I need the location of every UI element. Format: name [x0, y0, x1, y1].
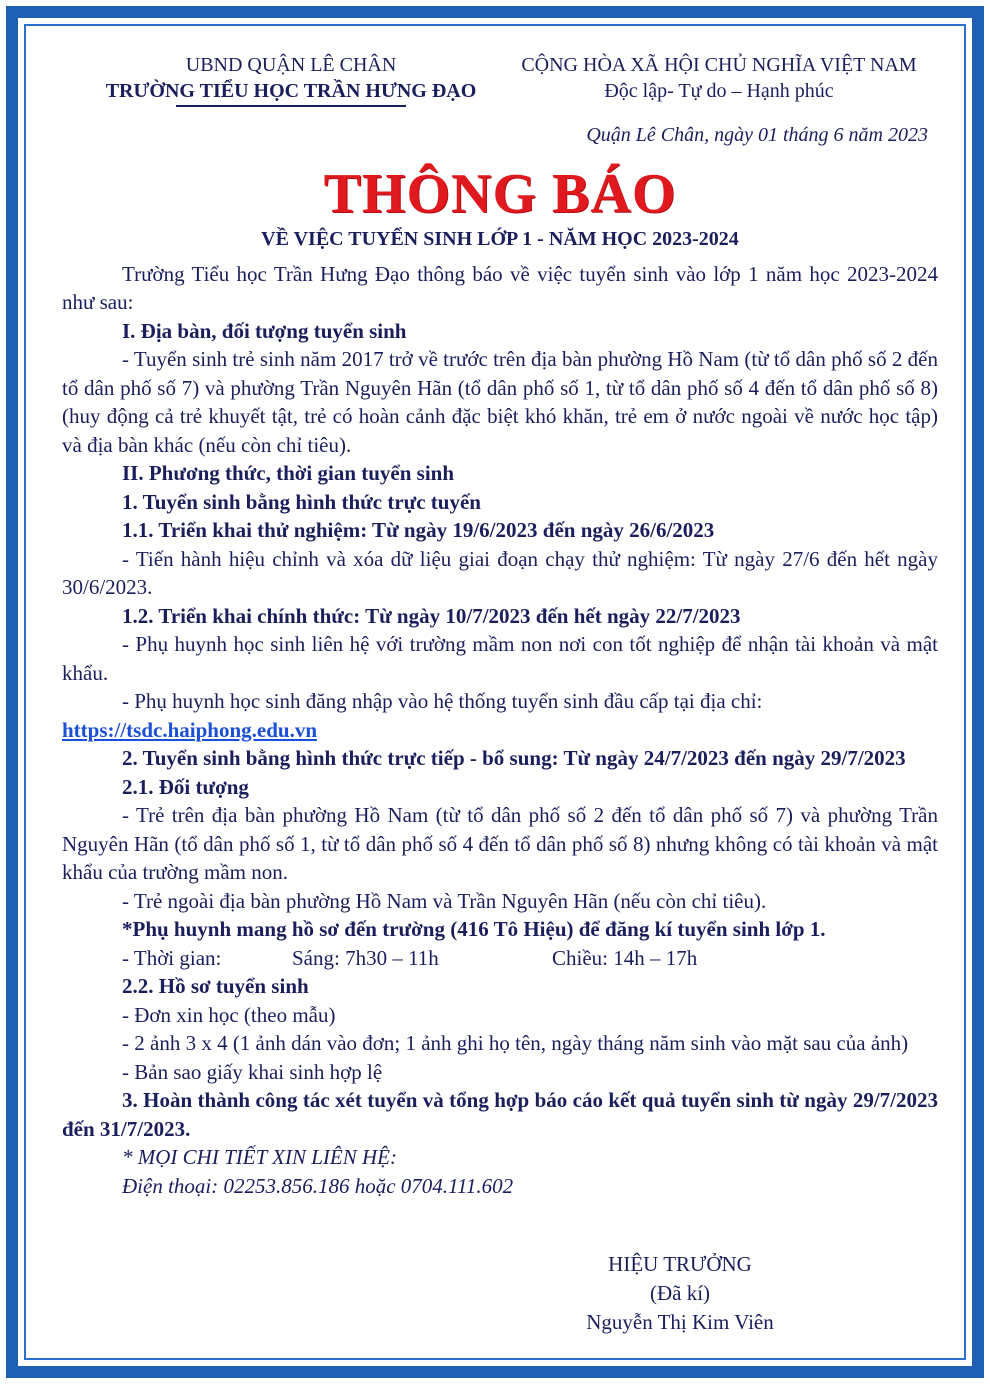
- intro-paragraph: Trường Tiểu học Trần Hưng Đạo thông báo về việc tuyển sinh vào lớp 1 năm học 2023-2024 như sau:: [62, 261, 938, 314]
- section-2-2-1-heading: 2.1. Đối tượng: [122, 774, 249, 799]
- signature-role: HIỆU TRƯỞNG: [608, 1252, 752, 1276]
- national-motto-block: [500, 52, 938, 107]
- issuer-authority: UBND QUẬN LÊ CHÂN: [185, 54, 397, 76]
- section-2-1-2-text-2: - Phụ huynh học sinh đăng nhập vào hệ thống tuyển sinh đầu cấp tại địa chỉ:: [122, 689, 763, 713]
- time-morning: Sáng: 7h30 – 11h: [292, 945, 439, 970]
- section-2-1-1-heading: 1.1. Triển khai thử nghiệm: Từ ngày 19/6/2023 đến ngày 26/6/2023: [122, 518, 715, 542]
- section-2-1-1-text: - Tiến hành hiệu chỉnh và xóa dữ liệu giai đoạn chạy thử nghiệm: Từ ngày 27/6 đến hết ngày 30/6/2023.: [62, 546, 938, 599]
- issuer-school: TRƯỜNG TIỂU HỌC TRẦN HƯNG ĐẠO: [105, 80, 477, 102]
- section-2-2-heading: 2. Tuyển sinh bằng hình thức trực tiếp - bổ sung: Từ ngày 24/7/2023 đến ngày 29/7/2023: [122, 746, 906, 770]
- issuer-underline: [176, 105, 406, 107]
- signature-block: [510, 1250, 850, 1337]
- section-3-heading: 3. Hoàn thành công tác xét tuyển và tổng hợp báo cáo kết quả tuyển sinh từ ngày 29/7/2023 đến 31/7/2023.: [62, 1088, 938, 1141]
- link-line: [62, 716, 938, 745]
- country-name: CỘNG HÒA XÃ HỘI CHỦ NGHĨA VIỆT NAM: [521, 54, 917, 76]
- document-content: [62, 52, 938, 1200]
- document-subtitle: VỀ VIỆC TUYỂN SINH LỚP 1 - NĂM HỌC 2023-2024: [261, 227, 739, 250]
- section-2-1-2-text-1: - Phụ huynh học sinh liên hệ với trường mầm non nơi con tốt nghiệp để nhận tài khoản và mật khẩu.: [62, 632, 938, 685]
- section-2-2-1-text-1: - Trẻ trên địa bàn phường Hồ Nam (từ tổ dân phố số 2 đến tổ dân phố số 7) và phường Trần Nguyên Hãn (tổ dân phố số 1, từ tổ dân phố số 4 đến tổ dân phố số 8) nhưng không có tài khoản và mật khẩu của trường mầm non.: [62, 803, 938, 884]
- section-2-1-2-heading: 1.2. Triển khai chính thức: Từ ngày 10/7/2023 đến hết ngày 22/7/2023: [122, 603, 741, 628]
- document-item-2: - 2 ảnh 3 x 4 (1 ảnh dán vào đơn; 1 ảnh ghi họ tên, ngày tháng năm sinh vào mặt sau của ảnh): [122, 1031, 909, 1055]
- signature-status: (Đã kí): [649, 1281, 711, 1305]
- time-label: - Thời gian:: [122, 945, 222, 970]
- time-afternoon: Chiều: 14h – 17h: [552, 945, 698, 970]
- document-title: THÔNG BÁO: [323, 162, 677, 225]
- issuer-block: [82, 52, 500, 107]
- section-2-2-1-note: *Phụ huynh mang hồ sơ đến trường (416 Tô Hiệu) để đăng kí tuyển sinh lớp 1.: [122, 917, 826, 941]
- registration-link[interactable]: https://tsdc.haiphong.edu.vn: [62, 717, 318, 742]
- document-item-3: - Bản sao giấy khai sinh hợp lệ: [122, 1059, 383, 1084]
- section-1-text: - Tuyển sinh trẻ sinh năm 2017 trở về trước trên địa bàn phường Hồ Nam (từ tổ dân phố số 2 đến tổ dân phố số 7) và phường Trần Nguyên Hãn (tổ dân phố số 1, từ tổ dân phố số 4 đến tổ dân phố số 8) (huy động cả trẻ khuyết tật, trẻ có hoàn cảnh đặc biệt khó khăn, trẻ em ở nước ngoài về nước học tập) và địa bàn khác (nếu còn chỉ tiêu).: [62, 347, 938, 457]
- section-1-heading: I. Địa bàn, đối tượng tuyển sinh: [122, 318, 407, 343]
- section-2-2-2-heading: 2.2. Hồ sơ tuyển sinh: [122, 974, 309, 998]
- signature-name: Nguyễn Thị Kim Viên: [586, 1310, 774, 1334]
- contact-phone: Điện thoại: 02253.856.186 hoặc 0704.111.602: [122, 1173, 514, 1198]
- document-item-1: - Đơn xin học (theo mẫu): [122, 1002, 336, 1027]
- time-row: [62, 944, 938, 973]
- section-2-2-1-text-2: - Trẻ ngoài địa bàn phường Hồ Nam và Trần Nguyên Hãn (nếu còn chỉ tiêu).: [122, 888, 767, 913]
- document-date: Quận Lê Chân, ngày 01 tháng 6 năm 2023: [586, 124, 928, 146]
- national-motto: Độc lập- Tự do – Hạnh phúc: [604, 80, 834, 102]
- section-2-heading: II. Phương thức, thời gian tuyển sinh: [122, 461, 455, 485]
- contact-heading: * MỌI CHI TIẾT XIN LIÊN HỆ:: [122, 1145, 397, 1169]
- document-header: [62, 52, 938, 107]
- section-2-1-heading: 1. Tuyển sinh bằng hình thức trực tuyến: [122, 489, 481, 514]
